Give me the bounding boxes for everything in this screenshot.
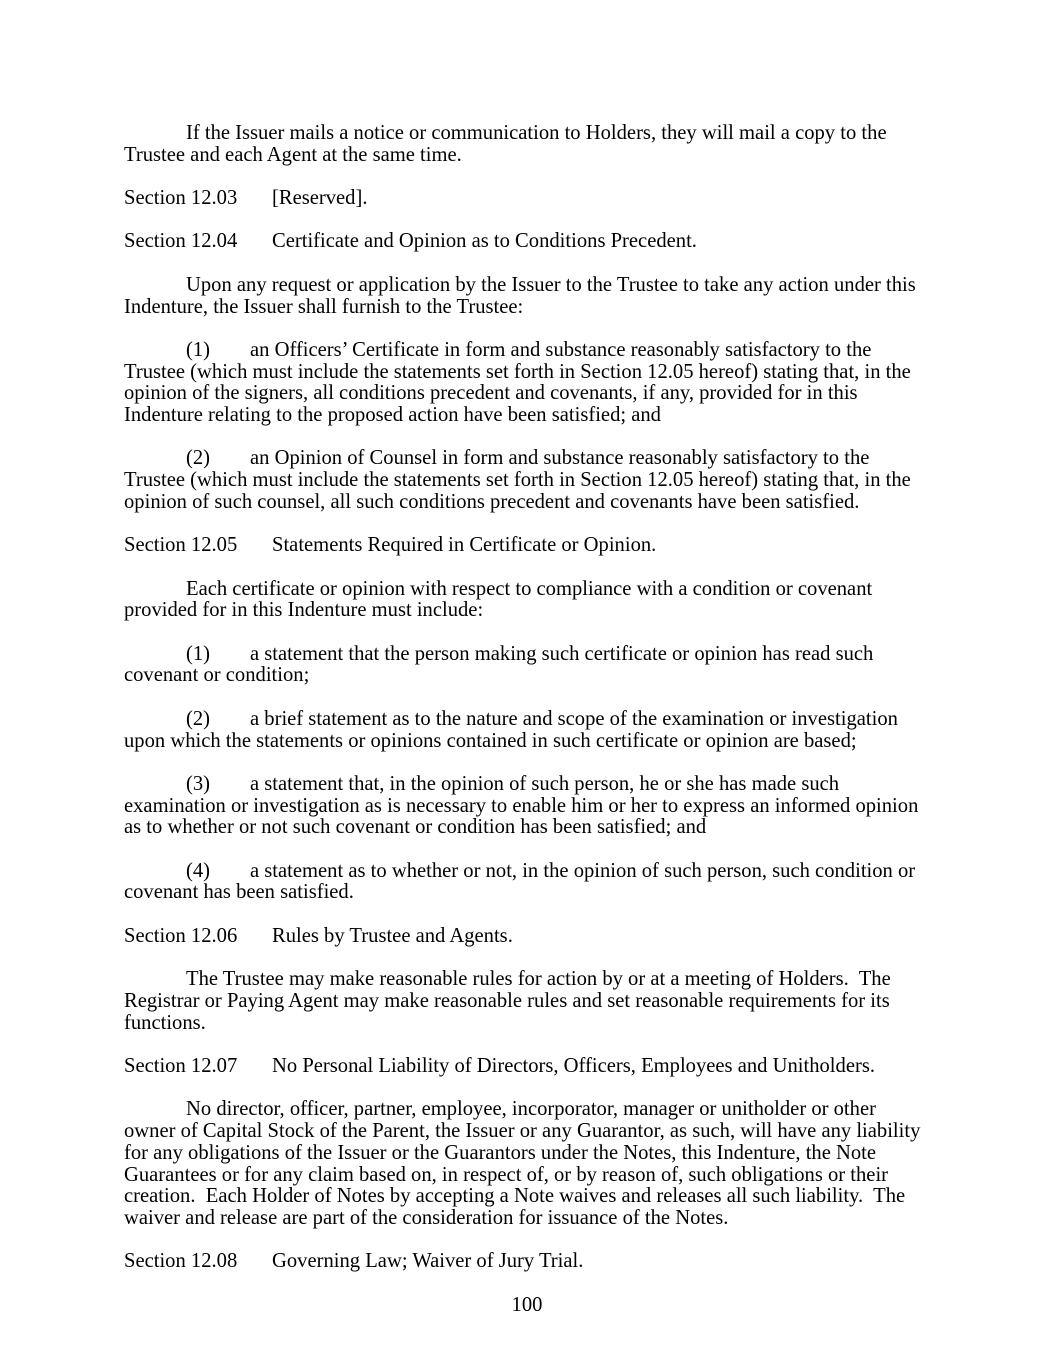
section-title: Statements Required in Certificate or Opinion.	[272, 534, 657, 557]
section-12-06-heading	[124, 926, 930, 948]
section-12-05-heading	[124, 535, 930, 557]
section-number: Section 12.06	[124, 924, 238, 947]
section-title: Governing Law; Waiver of Jury Trial.	[272, 1250, 584, 1273]
clause-12-05-1	[124, 644, 930, 687]
clause-12-05-3	[124, 774, 930, 839]
clause-12-04-2	[124, 448, 930, 513]
section-title: [Reserved].	[272, 187, 368, 210]
clause-12-05-2	[124, 709, 930, 752]
paragraph-upon-request: Upon any request or application by the Issuer to the Trustee to take any action under this Indenture, the Issuer shall furnish to the Trustee:	[124, 273, 921, 318]
section-12-04-heading	[124, 231, 930, 253]
paragraph-no-personal-liability: No director, officer, partner, employee, incorporator, manager or unitholder or other owner of Capital Stock of the Parent, the Issuer or any Guarantor, as such, will have any liability for any obligations of the Issuer or the Guarantors under the Notes, this Indenture, the Note Guarantees or for any claim based on, in respect of, or by reason of, such obligations or their creation. Each Holder of Notes by accepting a Note waives and releases all such liability. The waiver and release are part of the consideration for issuance of the Notes.	[124, 1098, 926, 1229]
section-number: Section 12.08	[124, 1250, 238, 1273]
paragraph-each-certificate: Each certificate or opinion with respect to compliance with a condition or covenant provided for in this Indenture must include:	[124, 577, 878, 622]
section-number: Section 12.05	[124, 534, 238, 557]
clause-number: (1)	[186, 642, 211, 665]
page-number: 100	[511, 1293, 543, 1316]
clause-text: a statement that the person making such certificate or opinion has read such covenant or condition;	[124, 642, 879, 687]
section-12-03-heading	[124, 188, 930, 210]
paragraph-notice-copy: If the Issuer mails a notice or communication to Holders, they will mail a copy to the Trustee and each Agent at the same time.	[124, 122, 892, 166]
section-12-08-heading	[124, 1251, 930, 1273]
section-number: Section 12.07	[124, 1055, 238, 1078]
section-number: Section 12.04	[124, 230, 238, 253]
section-12-07-heading	[124, 1056, 930, 1078]
clause-text: a statement that, in the opinion of such person, he or she has made such examination or investigation as is necessary to enable him or her to express an informed opinion as to whether or not such covenant or condition has been satisfied; and	[124, 772, 924, 839]
clause-text: a statement as to whether or not, in the opinion of such person, such condition or covenant has been satisfied.	[124, 859, 921, 904]
section-number: Section 12.03	[124, 187, 238, 210]
clause-text: an Officers’ Certificate in form and substance reasonably satisfactory to the Trustee (which must include the statements set forth in Section 12.05 hereof) stating that, in the opinion of the signers, all conditions precedent and covenants, if any, provided for in this Indenture relating to the proposed action have been satisfied; and	[124, 338, 916, 427]
clause-number: (3)	[186, 772, 211, 795]
clause-number: (1)	[186, 338, 211, 361]
clause-text: an Opinion of Counsel in form and substance reasonably satisfactory to the Trustee (which must include the statements set forth in Section 12.05 hereof) stating that, in the opinion of such counsel, all such conditions precedent and covenants have been satisfied.	[124, 447, 916, 513]
clause-number: (2)	[186, 707, 211, 730]
section-title: Certificate and Opinion as to Conditions Precedent.	[272, 230, 697, 253]
clause-12-05-4	[124, 861, 930, 904]
section-title: Rules by Trustee and Agents.	[272, 924, 513, 947]
clause-number: (4)	[186, 859, 211, 882]
section-title: No Personal Liability of Directors, Officers, Employees and Unitholders.	[272, 1055, 875, 1078]
clause-number: (2)	[186, 447, 211, 470]
clause-text: a brief statement as to the nature and scope of the examination or investigation upon which the statements or opinions contained in such certificate or opinion are based;	[124, 707, 904, 752]
clause-12-04-1	[124, 340, 930, 427]
paragraph-trustee-rules: The Trustee may make reasonable rules for action by or at a meeting of Holders. The Registrar or Paying Agent may make reasonable rules and set reasonable requirements for its functions.	[124, 968, 896, 1034]
